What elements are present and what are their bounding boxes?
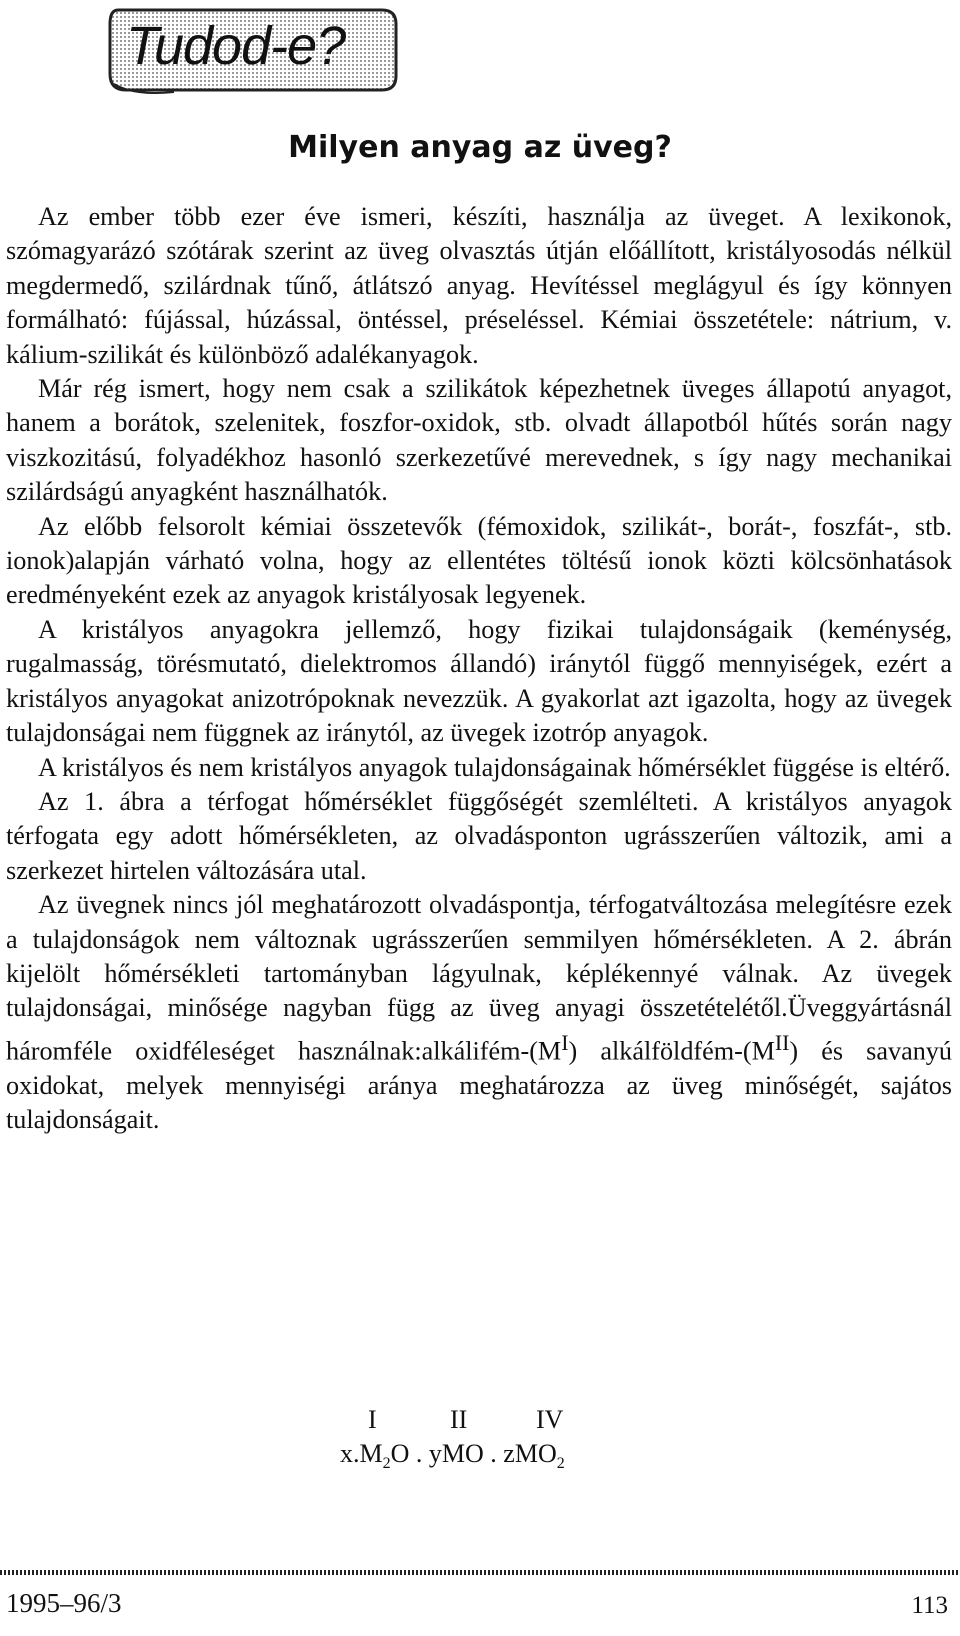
footer-divider	[0, 1570, 960, 1575]
formula-subscript: 2	[556, 1455, 565, 1473]
badge-label: Tudod-e?	[126, 16, 346, 76]
paragraph: A kristályos és nem kristályos anyagok tulajdonságainak hőmérséklet függése is eltérő.	[38, 752, 951, 782]
paragraph: A kristályos anyagokra jellemző, hogy fizikai tulajdonságaik (keménység, rugalmasság, törésmutató, dielektromos állandó) iránytól függő mennyiségek, ezért a kristályos anyagokat anizotrópoknak nevezzük. A gyakorlat azt igazolta, hogy az üvegek tulajdonságai nem függnek az iránytól, az üvegek izotróp anyagok.	[6, 614, 952, 748]
page-number: 113	[911, 1592, 948, 1619]
oxidation-state-label: IV	[536, 1405, 564, 1434]
formula-part: x.M	[340, 1439, 383, 1468]
article-title: Milyen anyag az üveg?	[288, 130, 672, 165]
formula-expression	[340, 1439, 565, 1473]
formula-part: O . yMO . zMO	[390, 1439, 557, 1468]
paragraph-with-superscripts: Az üvegnek nincs jól meghatározott olvadáspontja, térfogatváltozása melegítésre ezek a tulajdonságok nem változnak ugrásszerűen semmilyen hőmérsékleten. A 2. ábrán kijelölt hőmérsékleti tartományban lágyulnak, képlékennyé válnak. Az üvegek tulajdonságai, minősége nagyban függ az üveg anyagi összetételétől.Üveggyártásnál háromféle oxidféleséget $használnak:alkálifém-(M^I)$ alkálföldfém-$(M^{II})$ és savanyú oxidokat, melyek mennyiségi aránya meghatározza az üveg minőségét, sajátos tulajdonságait.	[6, 890, 952, 1135]
oxidation-state-label: II	[450, 1405, 468, 1434]
oxidation-state-label: I	[368, 1405, 377, 1434]
paragraph: Már rég ismert, hogy nem csak a szilikátok képezhetnek üveges állapotú anyagot, hanem a borátok, szelenitek, foszfor-oxidok, stb. olvadt állapotból hűtés során nagy viszkozitású, folyadékhoz hasonló szerkezetűvé merevednek, s így nagy mechanikai szilárdságú anyagként használhatók.	[6, 374, 952, 507]
issue-number: 1995–96/3	[6, 1588, 122, 1618]
article-body	[6, 200, 952, 1138]
paragraph: Az ember több ezer éve ismeri, készíti, használja az üveget. A lexikonok, szómagyarázó szótárak szerint az üveg olvasztás útján előállított, kristályosodás nélkül megdermedő, szilárdnak tűnő, átlátszó anyag. Hevítéssel meglágyul és így könnyen formálható: fújással, húzással, öntéssel, préseléssel. Kémiai összetétele: nátrium, v. kálium-szilikát és különböző adalékanyagok.	[6, 202, 952, 369]
formula-subscript: 2	[382, 1455, 391, 1473]
paragraph: Az 1. ábra a térfogat hőmérséklet függőségét szemlélteti. A kristályos anyagok térfogata egy adott hőmérsékleten, az olvadásponton ugrásszerűen változik, ami a szerkezet hirtelen változására utal.	[6, 786, 952, 885]
paragraph: Az előbb felsorolt kémiai összetevők (fémoxidok, szilikát-, borát-, foszfát-, stb. ionok)alapján várható volna, hogy az ellentétes töltésű ionok közti kölcsönhatások eredményeként ezek az anyagok kristályosak legyenek.	[6, 511, 952, 610]
